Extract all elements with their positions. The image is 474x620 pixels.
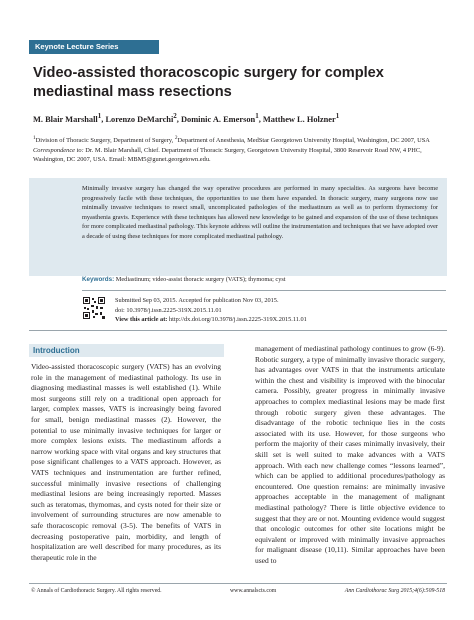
- paragraph: management of mediastinal pathology continues to grow (6-9). Robotic surgery, a type of minimally invasive thoracic surgery, has advantages over VATS in that the instruments articulate within the chest and visibility is improved with the binocular camera. Possibly, greater progress in minimally invasive approaches to complex mediastinal lesions may be made first through robotic surgery given these advantages. The disadvantage of the robotic technique lies in the costs associated with its use. However, for those surgeons who perform the majority of their cases minimally invasively, their skill set is well suited to make advances with a VATS approach. With each new challenge comes “lessons learned”, which can be applied to additional procedures/pathology as encountered. One question remains: are minimally invasive approaches acceptable in the management of malignant mediastinal pathology? There is little objective evidence to suggest that they are or not. Mounting evidence would suggest that oncologic outcomes for other site locations might be equivalent or improved with minimally invasive approaches for malignant disease (10,11). Similar approaches have been used to: [255, 344, 445, 565]
- divider: [29, 330, 447, 331]
- body-column-right: [255, 344, 445, 566]
- author-name: Lorenzo DeMarchi: [105, 114, 174, 124]
- abstract-text: Minimally invasive surgery has changed the way operative procedures are performed in many specialties. As surgeons have become progressively facile with these techniques, the opportunities to use them have expanded. In thoracic surgery, many surgeons now use minimally invasive techniques to resect small, uncomplicated pathologies of the mediastinum as well as to perform thymectomy for myasthenia gravis. Experience with these techniques has allowed new knowledge to be gained and expansion of the use of these techniques for more complicated mediastinal pathology. This keynote address will outline the instrumentation and techniques that we have adopted over a decade of using these techniques for more complicated mediastinal pathology.: [82, 185, 438, 240]
- author-affiliation-mark: 1: [255, 112, 259, 120]
- series-banner: Keynote Lecture Series: [29, 40, 159, 54]
- body-column-left: [31, 362, 221, 563]
- paragraph: Video-assisted thoracoscopic surgery (VATS) has an evolving role in the management of mediastinal pathology. Its use in diagnosing mediastinal masses is well established (1). While most surgeons still rely on a traditional open approach for larger, complex masses, VATS is increasingly being favored for small, benign mediastinal masses (2). However, the potential to use minimally invasive techniques for larger or more complex lesions exists. The mediastinum affords a narrow working space with vital organs and key structures that pose significant challenges to a VATS approach. However, as VATS techniques and instrumentation are further refined, successful minimally invasive resections of challenging mediastinal lesions are being increasingly reported. Masses such as teratomas, thymomas, and cysts noted for their size or involvement of surrounding structures are now amenable to safe thoracoscopic removal (3-5). The benefits of VATS in decreasing postoperative pain, morbidity, and length of hospitalization are well described for many procedures, as its therapeutic role in the: [31, 362, 221, 562]
- view-article-link[interactable]: View this article at: http://dx.doi.org/10.3978/j.issn.2225-319X.2015.11.01: [115, 316, 307, 324]
- author-name: M. Blair Marshall: [33, 114, 98, 124]
- qr-code-icon: [82, 296, 106, 320]
- section-heading: Introduction: [29, 344, 224, 357]
- article-meta: [115, 296, 445, 325]
- author-list: M. Blair Marshall$^1$, Lorenzo DeMarchi$^2$, Dominic A. Emerson$^1$, Matthew L. Holzner$^1$: [33, 112, 340, 124]
- footer-copyright: © Annals of Cardiothoracic Surgery. All rights reserved.: [31, 588, 162, 594]
- divider: [82, 290, 446, 291]
- author-affiliation-mark: 2: [173, 112, 177, 120]
- keywords-label: Keywords:: [82, 276, 115, 283]
- author-affiliation-mark: 1: [335, 112, 340, 120]
- correspondence: Correspondence to: Dr. M. Blair Marshall, Chief. Department of Thoracic Surgery, Georgetown University Hospital, 3800 Reservoir Road NW, 4 PHC, Washington, DC 2007, USA. Email: MBM5@gunet.georgetown.edu.: [33, 146, 422, 163]
- author-name: Matthew L. Holzner: [262, 114, 336, 124]
- author-affiliation-mark: 1: [97, 112, 102, 120]
- footer-url[interactable]: www.annalscts.com: [230, 588, 277, 594]
- paper-title: Video-assisted thoracoscopic surgery for complex mediastinal mass resections: [33, 65, 384, 100]
- keywords: [82, 276, 442, 283]
- affiliation-line: $^1$Division of Thoracic Surgery, Department of Surgery, $^2$Department of Anesthesia, MedStar Georgetown University Hospital, Washington, DC 2007, USA: [33, 135, 430, 145]
- submitted-date: Submitted Sep 03, 2015. Accepted for publication Nov 03, 2015.: [115, 297, 279, 304]
- footer-divider: [29, 583, 447, 584]
- author-name: Dominic A. Emerson: [180, 114, 256, 124]
- doi: doi: 10.3978/j.issn.2225-319X.2015.11.01: [115, 306, 222, 314]
- affiliations: [33, 134, 443, 164]
- keywords-text: Mediastinum; video-assist thoracic surgery (VATS); thymoma; cyst: [114, 276, 286, 283]
- footer-citation: Ann Cardiothorac Surg 2015;4(6):509-518: [344, 588, 445, 594]
